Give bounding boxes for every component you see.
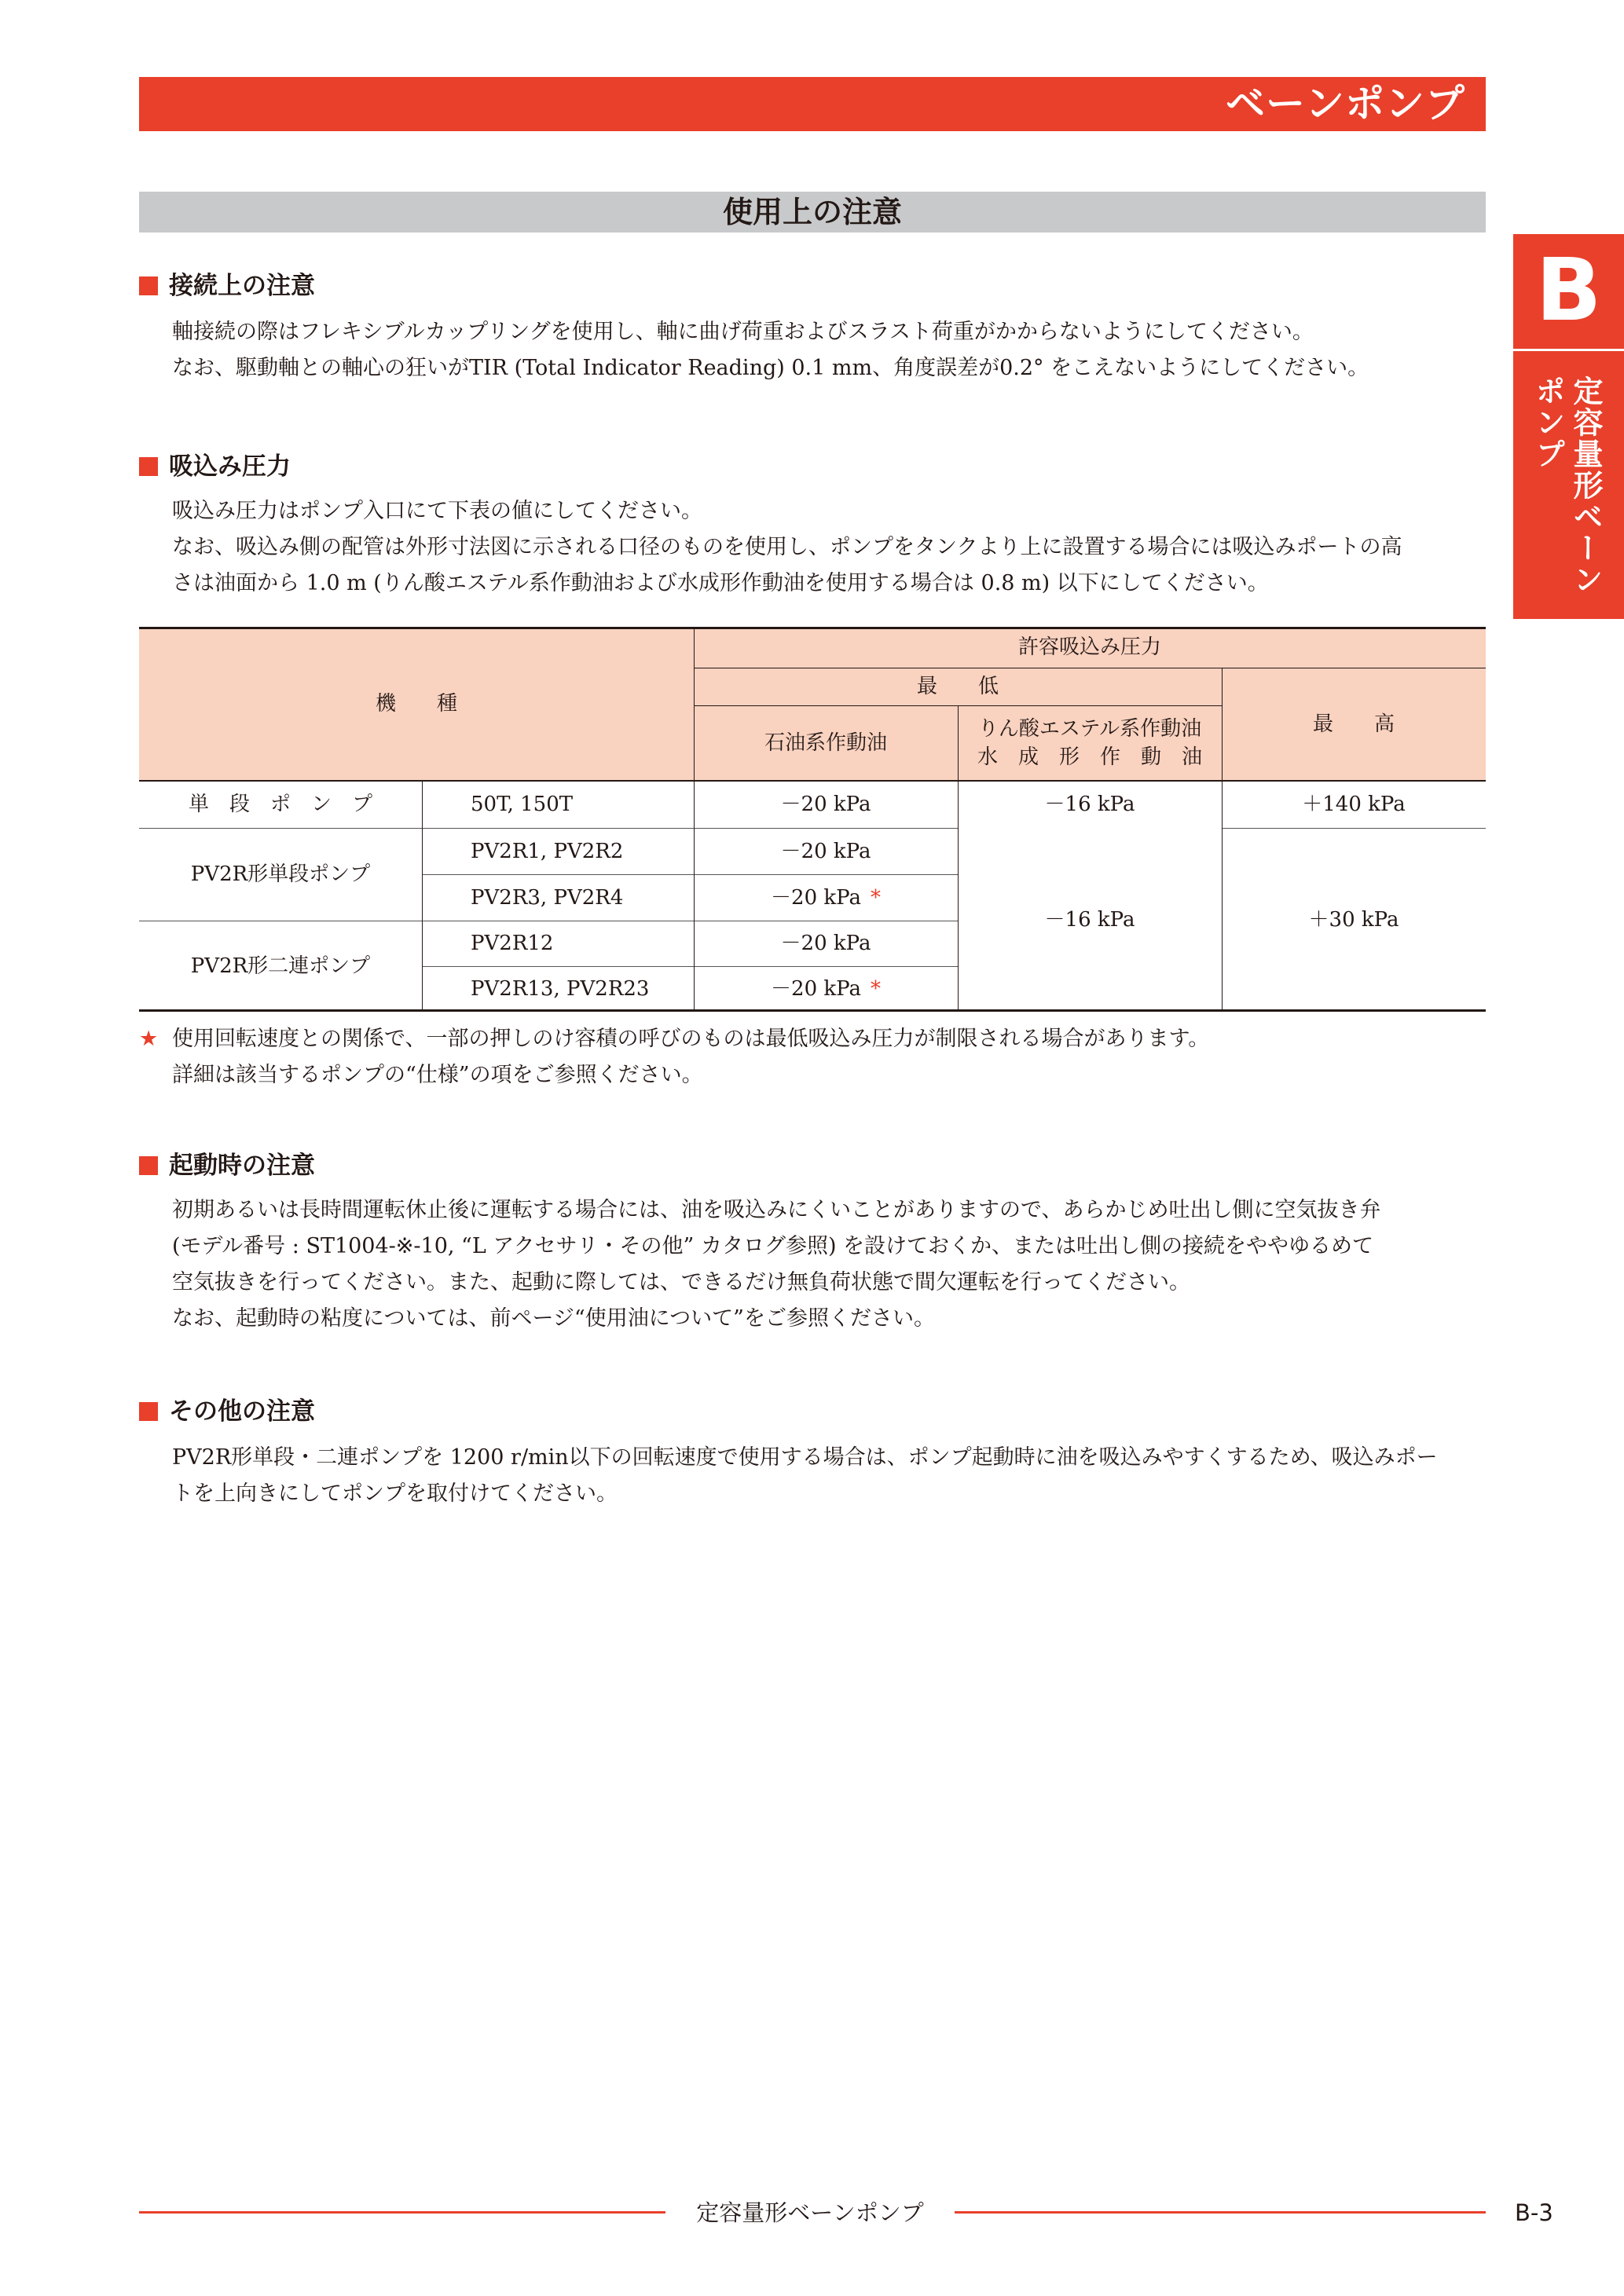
paragraph-line: 軸接続の際はフレキシブルカップリングを使用し、軸に曲げ荷重およびスラスト荷重がかからないようにしてください。 (172, 320, 1314, 344)
footer-title: 定容量形ベーンポンプ (696, 2199, 924, 2226)
paragraph-line: PV2R形単段・二連ポンプを 1200 r/min以下の回転速度で使用する場合は、ポンプ起動時に油を吸込みやすくするため、吸込みポー (172, 1445, 1438, 1470)
header-water-label: 水 成 形 作 動 油 (977, 745, 1202, 769)
row-group-pv2r-double (139, 921, 422, 1012)
footer-rule-left (139, 2211, 665, 2214)
group-label: PV2R形二連ポンプ (190, 954, 371, 978)
group-label: 単 段 ポ ン プ (188, 793, 372, 816)
star-icon: * (870, 977, 881, 1001)
table-cell-model (422, 921, 694, 966)
heading-startup (139, 1150, 315, 1181)
value-label: ＋30 kPa (1308, 908, 1399, 932)
paragraph-line: 詳細は該当するポンプの“仕様”の項をご参照ください。 (172, 1063, 703, 1087)
table-header-model (139, 627, 694, 781)
table-rule (694, 627, 695, 1012)
table-rule (422, 781, 423, 1012)
side-tab-label: 定容量形ベーンポンプ (1531, 375, 1603, 595)
table-rule (139, 627, 1486, 629)
value-label: －20 kPa (780, 932, 871, 955)
table-rule (139, 828, 958, 829)
header-allowable-label: 許容吸込み圧力 (1017, 635, 1161, 659)
table-header-allowable (694, 627, 1486, 668)
top-banner (139, 77, 1486, 131)
paragraph-line: なお、起動時の粘度については、前ページ“使用油について”をご参照ください。 (172, 1306, 935, 1331)
table-rule (139, 1009, 1486, 1012)
table-rule (1222, 668, 1223, 1012)
heading-suction-text: 吸込み圧力 (169, 452, 291, 481)
row-group-single (139, 781, 422, 828)
table-footnote (139, 1021, 1459, 1093)
model-label: PV2R1, PV2R2 (471, 839, 624, 863)
paragraph-line: 吸込み圧力はポンプ入口にて下表の値にしてください。 (172, 499, 702, 523)
paragraph-startup (172, 1192, 1492, 1337)
table-cell-petroleum (694, 828, 958, 874)
model-label: PV2R12 (471, 932, 554, 955)
value-label: －16 kPa (1044, 793, 1135, 816)
table-cell-model (422, 828, 694, 874)
table-cell-phosphate-merged (958, 828, 1222, 1012)
heading-connection (139, 270, 315, 302)
paragraph-other (172, 1440, 1492, 1512)
footer-rule-right (955, 2211, 1486, 2214)
star-icon: * (870, 885, 881, 910)
side-tab[interactable] (1513, 234, 1624, 619)
table-cell-maximum (1222, 781, 1486, 828)
table-rule (422, 966, 958, 967)
value-label: －20 kPa (771, 977, 861, 1001)
heading-other (139, 1396, 315, 1427)
square-bullet-icon (139, 457, 158, 476)
suction-pressure-table (139, 627, 1486, 1012)
table-header-phosphate-water (958, 705, 1222, 781)
table-rule (139, 780, 1486, 782)
table-header-maximum (1222, 668, 1486, 781)
table-rule (422, 874, 958, 875)
table-cell-petroleum (694, 781, 958, 828)
header-model-label: 機 種 (375, 692, 457, 716)
value-label: －20 kPa (780, 839, 871, 863)
section-title: 使用上の注意 (722, 195, 902, 229)
table-cell-petroleum (694, 874, 958, 921)
paragraph-line: 空気抜きを行ってください。また、起動に際しては、できるだけ無負荷状態で間欠運転を行ってください。 (172, 1270, 1190, 1294)
star-icon: ★ (139, 1027, 159, 1051)
row-group-pv2r-single (139, 828, 422, 921)
table-cell-petroleum (694, 921, 958, 966)
model-label: 50T, 150T (471, 793, 574, 816)
table-header-minimum (694, 668, 1222, 705)
page-number: B-3 (1515, 2199, 1553, 2226)
heading-startup-text: 起動時の注意 (169, 1152, 315, 1180)
paragraph-line: トを上向きにしてポンプを取付けてください。 (172, 1481, 618, 1506)
square-bullet-icon (139, 1156, 158, 1175)
paragraph-line: さは油面から 1.0 m (りん酸エステル系作動油および水成形作動油を使用する場合は 0.8 m) 以下にしてください。 (172, 571, 1269, 595)
paragraph-line: 初期あるいは長時間運転休止後に運転する場合には、油を吸込みにくいことがありますので、あらかじめ吐出し側に空気抜き弁 (172, 1198, 1381, 1222)
side-tab-letter: B (1535, 240, 1602, 340)
section-header (139, 192, 1486, 233)
heading-suction (139, 451, 291, 482)
table-cell-model (422, 781, 694, 828)
header-phosphate-label: りん酸エステル系作動油 (977, 717, 1202, 741)
value-label: －16 kPa (1044, 908, 1135, 932)
model-label: PV2R3, PV2R4 (471, 885, 624, 910)
banner-title: ベーンポンプ (1226, 81, 1465, 126)
header-petroleum-label: 石油系作動油 (764, 731, 887, 755)
table-header-petroleum (694, 705, 958, 781)
header-minimum-label: 最 低 (916, 675, 999, 698)
side-tab-divider (1513, 349, 1624, 351)
paragraph-line: なお、駆動軸との軸心の狂いがTIR (Total Indicator Reading) 0.1 mm、角度誤差が0.2° をこえないようにしてください。 (172, 356, 1369, 380)
value-label: ＋140 kPa (1302, 793, 1406, 816)
square-bullet-icon (139, 1402, 158, 1421)
table-cell-phosphate (958, 781, 1222, 828)
table-cell-petroleum (694, 966, 958, 1012)
group-label: PV2R形単段ポンプ (190, 862, 371, 886)
table-rule (958, 705, 959, 1012)
value-label: －20 kPa (780, 793, 871, 816)
table-rule (1222, 828, 1486, 829)
paragraph-line: なお、吸込み側の配管は外形寸法図に示される口径のものを使用し、ポンプをタンクより上に設置する場合には吸込みポートの高 (172, 535, 1402, 559)
paragraph-connection (172, 314, 1492, 386)
paragraph-line: (モデル番号 : ST1004-※-10, “L アクセサリ・その他” カタログ参照) を設けておくか、または吐出し側の接続をややゆるめて (172, 1234, 1374, 1258)
paragraph-line (139, 1021, 1459, 1057)
header-maximum-label: 最 高 (1312, 712, 1395, 736)
heading-connection-text: 接続上の注意 (169, 272, 315, 300)
paragraph-suction (172, 493, 1492, 602)
heading-other-text: その他の注意 (169, 1397, 315, 1426)
model-label: PV2R13, PV2R23 (471, 977, 650, 1001)
value-label: －20 kPa (771, 885, 861, 910)
table-cell-model (422, 966, 694, 1012)
square-bullet-icon (139, 276, 158, 295)
table-cell-model (422, 874, 694, 921)
footnote-text: 使用回転速度との関係で、一部の押しのけ容積の呼びのものは最低吸込み圧力が制限される場合があります。 (172, 1027, 1210, 1051)
table-cell-maximum-merged (1222, 828, 1486, 1012)
